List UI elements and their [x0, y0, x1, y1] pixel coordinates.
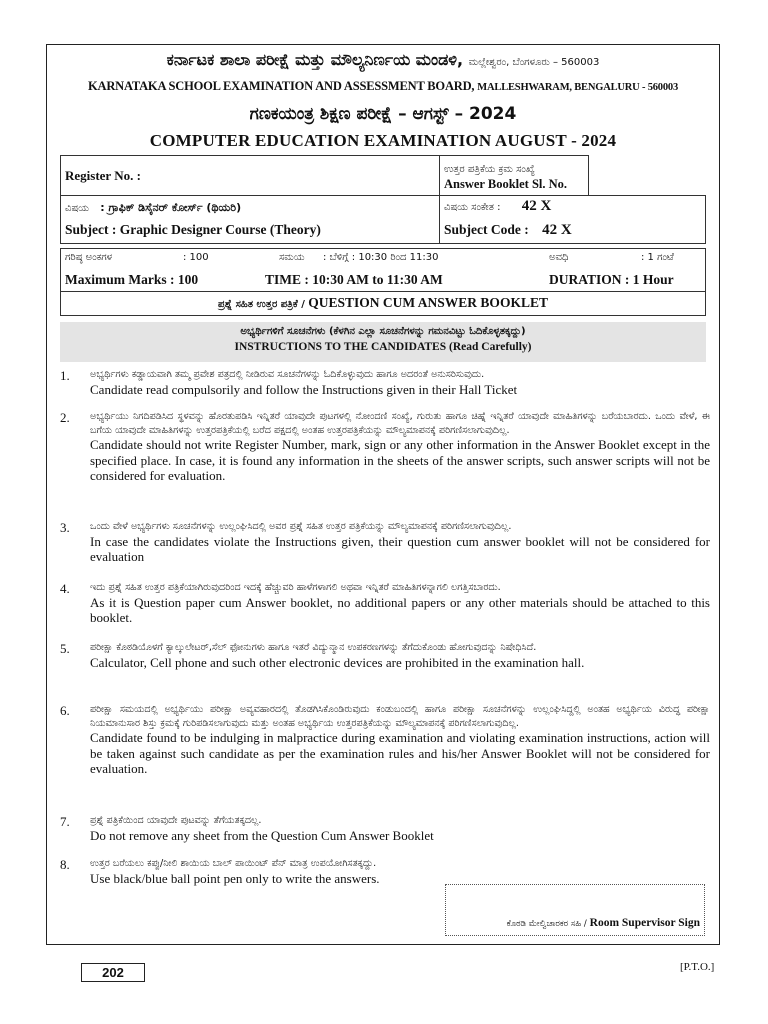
exam-title-english: COMPUTER EDUCATION EXAMINATION AUGUST - 2024 — [149, 131, 617, 150]
duration-label-kannada: ಅವಧಿ — [549, 252, 569, 263]
instruction-text-kannada: ಅಭ್ಯರ್ಥಿಗಳು ಕಡ್ಡಾಯವಾಗಿ ತಮ್ಮ ಪ್ರವೇಶ ಪತ್ರದಲ್ಲಿ ನೀಡಿರುವ ಸೂಚನೆಗಳನ್ನು ಓದಿಕೊಳ್ಳುವುದು ಹಾಗೂ ಅದರಂತೆ ಅನುಸರಿಸುವುದು. — [90, 369, 485, 380]
booklet-title-kannada: ಪ್ರಶ್ನೆ ಸಹಿತ ಉತ್ತರ ಪತ್ರಿಕೆ / — [218, 299, 305, 310]
subject-code-value-1: 42 X — [521, 198, 552, 215]
instruction-text-english: Use black/blue ball point pen only to write the answers. — [90, 870, 380, 886]
instructions-heading-english: INSTRUCTIONS TO THE CANDIDATES (Read Carefully) — [234, 341, 532, 353]
sign-label-kannada: ಕೊಠಡಿ ಮೇಲ್ವಿಚಾರಕರ ಸಹಿ / — [506, 919, 587, 929]
register-number-cell[interactable] — [61, 156, 440, 196]
instruction-text-kannada: ಪರೀಕ್ಷಾ ಸಮಯದಲ್ಲಿ ಅಭ್ಯರ್ಥಿಯು ಪರೀಕ್ಷಾ ಅವ್ಯವಹಾರದಲ್ಲಿ ತೊಡಗಿಸಿಕೊಂಡಿರುವುದು ಕಂಡುಬಂದಲ್ಲಿ ಹಾಗೂ ಪರೀಕ್ಷಾ ಸೂಚನೆಗಳನ್ನು ಉಲ್ಲಂಘಿಸಿದ್ದಲ್ಲಿ ಅಂತಹ ಅಭ್ಯರ್ಥಿಯ ವಿರುದ್ಧ ಪರೀಕ್ಷಾ ನಿಯಮಾನುಸಾರ ಶಿಸ್ತು ಕ್ರಮಕ್ಕೆ ಗುರಿಪಡಿಸಲಾಗುವುದು ಮತ್ತು ಅಂತಹ ಅಭ್ಯರ್ಥಿಯ ಉತ್ತರಪತ್ರಿಕೆಯನ್ನು ಮೌಲ್ಯಮಾಪನಕ್ಕೆ ಪರಿಗಣಿಸಲಾಗುವುದಿಲ್ಲ. — [90, 704, 710, 729]
time-label-kannada: ಸಮಯ — [279, 252, 305, 263]
instruction-number: 2. — [60, 410, 70, 425]
marks-time-duration-row — [60, 248, 706, 292]
subject-code-english-cell — [440, 218, 706, 244]
board-title-kannada: ಕರ್ನಾಟಕ ಶಾಲಾ ಪರೀಕ್ಷೆ ಮತ್ತು ಮೌಲ್ಯನಿರ್ಣಯ ಮಂಡಳಿ, ಮಲ್ಲೇಶ್ವರಂ, ಬೆಂಗಳೂರು – 560003 — [166, 50, 600, 69]
instruction-number: 1. — [60, 368, 70, 383]
instruction-text-kannada: ಪ್ರಶ್ನೆ ಪತ್ರಿಕೆಯಿಂದ ಯಾವುದೇ ಪುಟವನ್ನು ತೆಗೆಯತಕ್ಕದಲ್ಲ. — [90, 815, 262, 826]
instruction-text-english: In case the candidates violate the Instructions given, their question cum answer booklet will not be considered for evaluation — [90, 533, 710, 565]
time-english: TIME : 10:30 AM to 11:30 AM — [265, 272, 443, 287]
booklet-title-english: QUESTION CUM ANSWER BOOKLET — [308, 295, 548, 310]
instruction-text-english: Candidate found to be indulging in malpractice during examination and violating examination instructions, action will be taken against such candidate as per the examination rules and his/her Answer Booklet will not be considered for evaluation. — [90, 730, 710, 777]
booklet-number-label-kannada: ಉತ್ತರ ಪತ್ರಿಕೆಯ ಕ್ರಮ ಸಂಖ್ಯೆ — [444, 163, 535, 175]
instruction-text-kannada: ಪರೀಕ್ಷಾ ಕೊಠಡಿಯೊಳಗೆ ಕ್ಯಾಲ್ಕುಲೇಟರ್,ಸೆಲ್ ಫೋನುಗಳು ಹಾಗೂ ಇತರೆ ವಿದ್ಯುನ್ಮಾನ ಉಪಕರಣಗಳನ್ನು ತೆಗೆದುಕೊಂಡು ಹೋಗುವುದನ್ನು ನಿಷೇಧಿಸಿದೆ. — [90, 642, 537, 653]
instruction-text-english: Calculator, Cell phone and such other electronic devices are prohibited in the examination hall. — [90, 654, 585, 670]
room-supervisor-sign-label — [507, 917, 700, 929]
instruction-number: 6. — [60, 703, 70, 718]
subject-label-kannada: ವಿಷಯ — [65, 202, 89, 214]
instruction-number: 4. — [60, 581, 70, 596]
room-supervisor-sign-box[interactable] — [445, 884, 705, 936]
board-title-english: KARNATAKA SCHOOL EXAMINATION AND ASSESSMENT BOARD, MALLESHWARAM, BENGALURU - 560003 — [87, 79, 678, 93]
instruction-text-kannada: ಅಭ್ಯರ್ಥಿಯು ನಿಗದಿಪಡಿಸಿದ ಸ್ಥಳವನ್ನು ಹೊರತುಪಡಿಸಿ ಇನ್ನಿತರೆ ಯಾವುದೇ ಪುಟಗಳಲ್ಲಿ ನೋಂದಣಿ ಸಂಖ್ಯೆ, ಗುರುತು ಹಾಗೂ ಚಿಹ್ನೆ ಇನ್ನಿತರೆ ಯಾವುದೇ ಮಾಹಿತಿಗಳನ್ನು ಬರೆಯಬಾರದು. ಒಂದು ವೇಳೆ, ಈ ಬಗೆಯ ಯಾವುದೇ ಮಾಹಿತಿಗಳನ್ನು ಉತ್ತರಪತ್ರಿಕೆಯಲ್ಲಿ ಬರೆದ ಪಕ್ಷದಲ್ಲಿ ಅಂತಹ ಉತ್ತರಪತ್ರಿಕೆಯನ್ನು ಮೌಲ್ಯಮಾಪನಕ್ಕೆ ಪರಿಗಣಿಸಲಾಗುವುದಿಲ್ಲ. — [90, 411, 710, 436]
board-address-english: MALLESHWARAM, BENGALURU - 560003 — [477, 82, 678, 93]
instruction-text-kannada: ಇದು ಪ್ರಶ್ನೆ ಸಹಿತ ಉತ್ತರ ಪತ್ರಿಕೆಯಾಗಿರುವುದರಿಂದ ಇದಕ್ಕೆ ಹೆಚ್ಚುವರಿ ಹಾಳೆಗಳಾಗಲಿ ಅಥವಾ ಇನ್ನಿತರೆ ಮಾಹಿತಿಗಳನ್ನಾಗಲಿ ಲಗತ್ತಿಸಬಾರದು. — [90, 582, 501, 593]
subject-code-label-kannada: ವಿಷಯ ಸಂಕೇತ : — [444, 202, 501, 214]
instruction-text-english: Do not remove any sheet from the Question Cum Answer Booklet — [90, 827, 434, 843]
instruction-number: 3. — [60, 520, 70, 535]
booklet-title — [60, 292, 706, 316]
subject-code-label: Subject Code : — [444, 221, 529, 237]
duration-english: DURATION : 1 Hour — [549, 272, 674, 287]
instruction-text-english: As it is Question paper cum Answer booklet, no additional papers or any other materials should be attached to this booklet. — [90, 594, 710, 626]
booklet-number-label: Answer Booklet Sl. No. — [444, 176, 568, 191]
max-marks-label-kannada: ಗರಿಷ್ಠ ಅಂಕಗಳ — [65, 252, 113, 263]
subject-code-kannada-cell — [440, 196, 706, 218]
instruction-number: 8. — [60, 857, 70, 872]
instruction-text-kannada: ಉತ್ತರ ಬರೆಯಲು ಕಪ್ಪು/ನೀಲಿ ಶಾಯಿಯ ಬಾಲ್ ಪಾಯಿಂಟ್ ಪೆನ್ ಮಾತ್ರ ಉಪಯೋಗಿಸತಕ್ಕದ್ದು. — [90, 858, 377, 869]
subject-english-cell — [61, 218, 440, 244]
instruction-text-english: Candidate read compulsorily and follow the Instructions given in their Hall Ticket — [90, 381, 518, 397]
exam-title-kannada: ಗಣಕಯಂತ್ರ ಶಿಕ್ಷಣ ಪರೀಕ್ಷೆ – ಆಗಸ್ಟ್ – 2024 — [249, 104, 517, 124]
instruction-text-english: Candidate should not write Register Number, mark, sign or any other information in the Answer Booklet except in the specified place. In case, it is found any information in the sheets of the answer scripts, such answer scripts will not be considered for evaluation. — [90, 437, 710, 484]
subject-code-value-2: 42 X — [542, 221, 572, 238]
page-code-box: 202 — [81, 963, 145, 982]
booklet-number-label-cell — [440, 156, 589, 196]
booklet-number-field[interactable] — [589, 156, 706, 196]
instructions-heading-kannada: ಅಭ್ಯರ್ಥಿಗಳಿಗೆ ಸೂಚನೆಗಳು (ಕೆಳಗಿನ ಎಲ್ಲಾ ಸೂಚನೆಗಳನ್ನು ಗಮನವಿಟ್ಟು ಓದಿಕೊಳ್ಳತಕ್ಕದ್ದು) — [240, 326, 526, 337]
duration-value-kannada: : 1 ಗಂಟೆ — [641, 252, 674, 263]
pto-label: [P.T.O.] — [680, 961, 715, 973]
max-marks-value-kannada: : 100 — [183, 252, 209, 263]
instruction-number: 7. — [60, 814, 70, 829]
time-value-kannada: : ಬೆಳಿಗ್ಗೆ : 10:30 ರಿಂದ 11:30 — [323, 252, 439, 263]
subject-value-kannada: : ಗ್ರಾಫಿಕ್ ಡಿಸೈನರ್ ಕೋರ್ಸ್ (ಥಿಯರಿ) — [100, 200, 242, 214]
max-marks-english: Maximum Marks : 100 — [65, 272, 199, 287]
subject-english: Subject : Graphic Designer Course (Theory) — [65, 222, 321, 238]
instruction-number: 5. — [60, 641, 70, 656]
subject-kannada-cell — [61, 196, 440, 218]
register-number-label: Register No. : — [65, 167, 141, 183]
candidate-info-table — [60, 155, 706, 244]
board-address-kannada: ಮಲ್ಲೇಶ್ವರಂ, ಬೆಂಗಳೂರು – 560003 — [468, 57, 600, 68]
sign-label-english: Room Supervisor Sign — [589, 917, 700, 929]
instructions-heading — [60, 322, 706, 362]
instruction-text-kannada: ಒಂದು ವೇಳೆ ಅಭ್ಯರ್ಥಿಗಳು ಸೂಚನೆಗಳನ್ನು ಉಲ್ಲಂಘಿಸಿದಲ್ಲಿ ಅವರ ಪ್ರಶ್ನೆ ಸಹಿತ ಉತ್ತರ ಪತ್ರಿಕೆಯನ್ನು ಮೌಲ್ಯಮಾಪನಕ್ಕೆ ಪರಿಗಣಿಸಲಾಗುವುದಿಲ್ಲ. — [90, 521, 512, 532]
